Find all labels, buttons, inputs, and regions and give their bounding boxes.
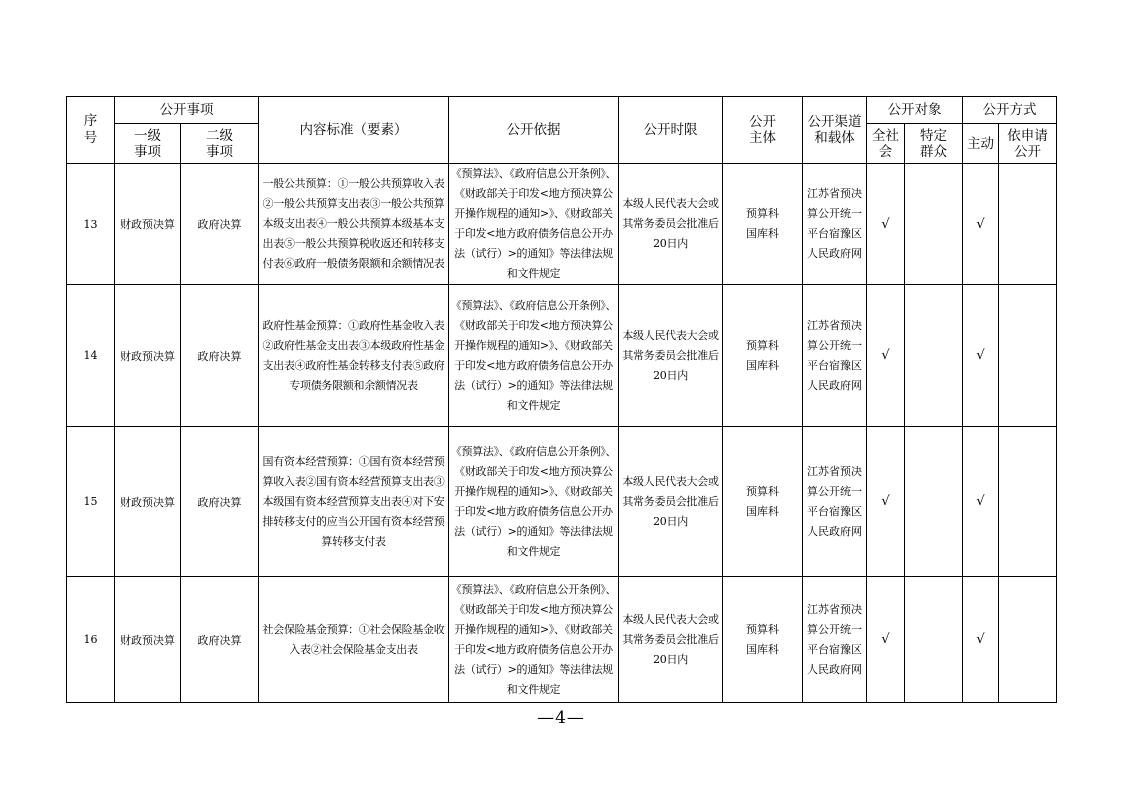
row-all-society-check: √: [867, 427, 905, 577]
row-seq: 16: [67, 577, 115, 703]
page-number: —4—: [537, 708, 585, 728]
header-specific: 特定群众: [905, 124, 963, 164]
row-on-request-check: [999, 427, 1057, 577]
row-specific-check: [905, 164, 963, 285]
row-basis: 《预算法》、《政府信息公开条例》、《财政部关于印发<地方预决算公开操作规程的通知>》、《财政部关于印发<地方政府债务信息公开办法（试行）>的通知》等法律法规和文件规定: [449, 285, 619, 427]
row-basis: 《预算法》、《政府信息公开条例》、《财政部关于印发<地方预决算公开操作规程的通知>》、《财政部关于印发<地方政府债务信息公开办法（试行）>的通知》等法律法规和文件规定: [449, 164, 619, 285]
row-specific-check: [905, 577, 963, 703]
row-channel: 江苏省预决算公开统一平台宿豫区人民政府网: [803, 427, 867, 577]
row-level2: 政府决算: [181, 164, 259, 285]
row-subject: 预算科国库科: [723, 577, 803, 703]
header-target-group: 公开对象: [867, 97, 963, 124]
row-time: 本级人民代表大会或其常务委员会批准后20日内: [619, 427, 723, 577]
row-subject: 预算科国库科: [723, 164, 803, 285]
row-level1: 财政预决算: [115, 577, 181, 703]
row-on-request-check: [999, 285, 1057, 427]
table-row: [67, 285, 1057, 427]
row-all-society-check: √: [867, 577, 905, 703]
row-time: 本级人民代表大会或其常务委员会批准后20日内: [619, 285, 723, 427]
header-channel: 公开渠道和载体: [803, 97, 867, 164]
table-body: [67, 164, 1057, 703]
table-row: [67, 164, 1057, 285]
row-content: 社会保险基金预算：①社会保险基金收入表②社会保险基金支出表: [259, 577, 449, 703]
row-active-check: √: [963, 285, 999, 427]
row-basis: 《预算法》、《政府信息公开条例》、《财政部关于印发<地方预决算公开操作规程的通知>》、《财政部关于印发<地方政府债务信息公开办法（试行）>的通知》等法律法规和文件规定: [449, 577, 619, 703]
header-content: 内容标准（要素）: [259, 97, 449, 164]
row-content: 国有资本经营预算：①国有资本经营预算收入表②国有资本经营预算支出表③本级国有资本经营预算支出表④对下安排转移支付的应当公开国有资本经营预算转移支付表: [259, 427, 449, 577]
header-all-society: 全社会: [867, 124, 905, 164]
row-specific-check: [905, 285, 963, 427]
row-channel: 江苏省预决算公开统一平台宿豫区人民政府网: [803, 164, 867, 285]
row-level2: 政府决算: [181, 577, 259, 703]
row-time: 本级人民代表大会或其常务委员会批准后20日内: [619, 164, 723, 285]
row-on-request-check: [999, 164, 1057, 285]
header-time: 公开时限: [619, 97, 723, 164]
row-seq: 14: [67, 285, 115, 427]
disclosure-table: [66, 96, 1057, 703]
row-channel: 江苏省预决算公开统一平台宿豫区人民政府网: [803, 285, 867, 427]
row-on-request-check: [999, 577, 1057, 703]
table-row: [67, 577, 1057, 703]
row-all-society-check: √: [867, 285, 905, 427]
table-header: [67, 97, 1057, 164]
row-content: 一般公共预算：①一般公共预算收入表②一般公共预算支出表③一般公共预算本级支出表④一般公共预算本级基本支出表⑤一般公共预算税收返还和转移支付表⑥政府一般债务限额和余额情况表: [259, 164, 449, 285]
row-all-society-check: √: [867, 164, 905, 285]
row-content: 政府性基金预算：①政府性基金收入表②政府性基金支出表③本级政府性基金支出表④政府性基金转移支付表⑤政府专项债务限额和余额情况表: [259, 285, 449, 427]
row-level2: 政府决算: [181, 427, 259, 577]
header-on-request: 依申请公开: [999, 124, 1057, 164]
header-basis: 公开依据: [449, 97, 619, 164]
row-active-check: √: [963, 164, 999, 285]
row-active-check: √: [963, 577, 999, 703]
row-subject: 预算科国库科: [723, 285, 803, 427]
row-active-check: √: [963, 427, 999, 577]
header-method-group: 公开方式: [963, 97, 1057, 124]
row-channel: 江苏省预决算公开统一平台宿豫区人民政府网: [803, 577, 867, 703]
header-seq: 序号: [67, 97, 115, 164]
row-level1: 财政预决算: [115, 164, 181, 285]
row-seq: 13: [67, 164, 115, 285]
row-level1: 财政预决算: [115, 285, 181, 427]
header-subject: 公开主体: [723, 97, 803, 164]
row-level2: 政府决算: [181, 285, 259, 427]
header-level1: 一级事项: [115, 124, 181, 164]
header-items-group: 公开事项: [115, 97, 259, 124]
row-level1: 财政预决算: [115, 427, 181, 577]
header-active: 主动: [963, 124, 999, 164]
row-specific-check: [905, 427, 963, 577]
header-level2: 二级事项: [181, 124, 259, 164]
row-time: 本级人民代表大会或其常务委员会批准后20日内: [619, 577, 723, 703]
row-subject: 预算科国库科: [723, 427, 803, 577]
row-seq: 15: [67, 427, 115, 577]
table-row: [67, 427, 1057, 577]
row-basis: 《预算法》、《政府信息公开条例》、《财政部关于印发<地方预决算公开操作规程的通知>》、《财政部关于印发<地方政府债务信息公开办法（试行）>的通知》等法律法规和文件规定: [449, 427, 619, 577]
